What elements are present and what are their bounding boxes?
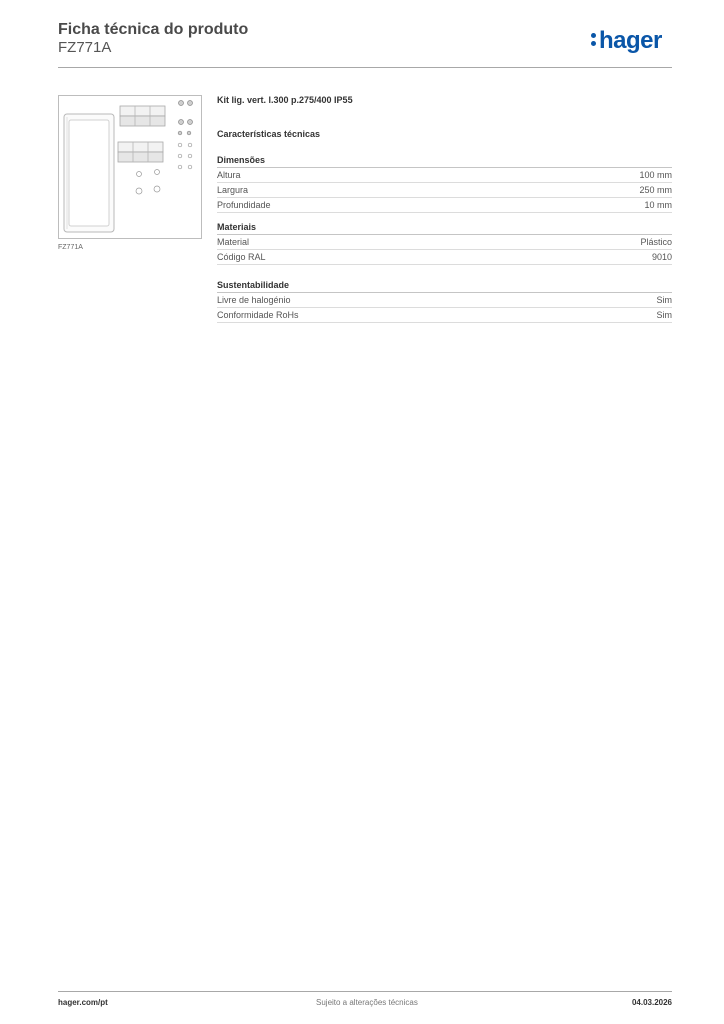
spec-label: Profundidade [217, 200, 271, 210]
spec-label: Material [217, 237, 250, 247]
image-caption: FZ771A [58, 244, 83, 251]
product-code: FZ771A [58, 39, 112, 56]
spec-row [217, 250, 672, 265]
spec-label: Código RAL [217, 252, 266, 262]
group-title: Dimensões [217, 155, 672, 168]
characteristics-heading: Características técnicas [217, 129, 321, 139]
spec-panel [217, 95, 672, 332]
footer-divider [58, 991, 672, 992]
spec-value: Sim [656, 295, 672, 305]
spec-row [217, 168, 672, 183]
spec-row [217, 198, 672, 213]
product-illustration-icon [59, 96, 201, 238]
footer-notice: Sujeito a alterações técnicas [316, 998, 418, 1007]
spec-group-dimensions [217, 155, 672, 213]
spec-row [217, 235, 672, 250]
spec-label: Conformidade RoHs [217, 310, 299, 320]
spec-row [217, 308, 672, 323]
group-title: Materiais [217, 222, 672, 235]
spec-value: Plástico [640, 237, 672, 247]
spec-value: 250 mm [639, 185, 672, 195]
group-title: Sustentabilidade [217, 280, 672, 293]
spec-row [217, 293, 672, 308]
header-divider [58, 67, 672, 68]
spec-row [217, 183, 672, 198]
footer-date: 04.03.2026 [631, 998, 672, 1007]
logo-colon-icon [591, 30, 597, 48]
spec-group-materials [217, 222, 672, 265]
logo-text: hager [599, 27, 662, 54]
product-image [58, 95, 202, 239]
product-name: Kit lig. vert. l.300 p.275/400 IP55 [217, 95, 353, 105]
spec-value: 9010 [651, 252, 672, 262]
footer-website-link[interactable]: hager.com/pt [58, 998, 108, 1007]
hager-logo [591, 27, 662, 55]
spec-label: Livre de halogénio [217, 295, 291, 305]
spec-value: 10 mm [644, 200, 672, 210]
page-title: Ficha técnica do produto [58, 21, 249, 38]
spec-value: 100 mm [639, 170, 672, 180]
spec-label: Altura [217, 170, 241, 180]
spec-value: Sim [656, 310, 672, 320]
spec-group-sustainability [217, 280, 672, 323]
spec-label: Largura [217, 185, 249, 195]
